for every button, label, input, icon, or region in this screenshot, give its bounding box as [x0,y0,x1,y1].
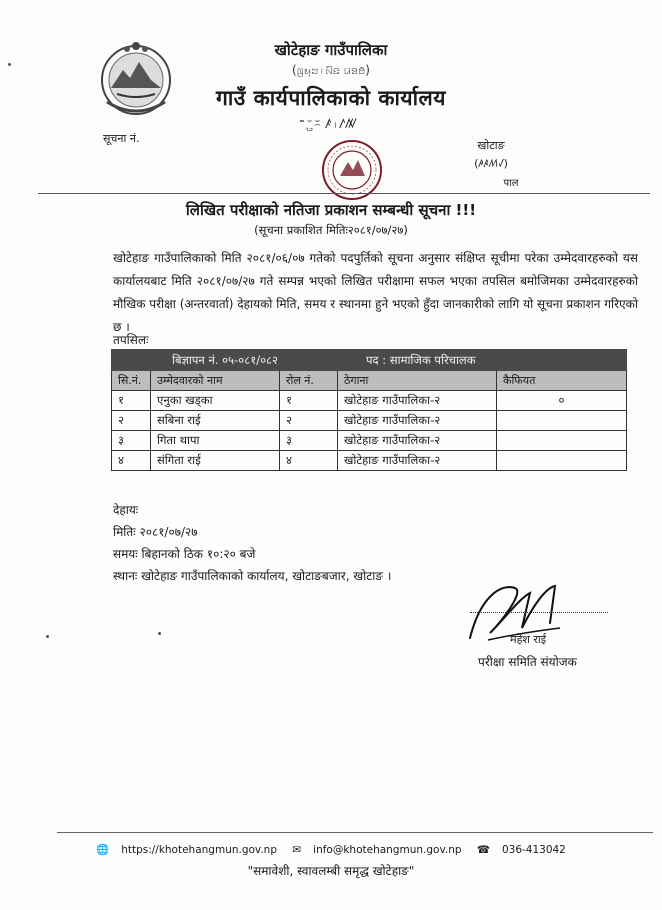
remarks-cell [497,411,627,431]
column-header: कैफियत [497,371,627,391]
district-name: खोटाङ [477,139,505,152]
table-row [112,431,627,451]
signatory-name: महेश राई [510,633,547,646]
name-cell: संगिता राई [151,451,280,471]
notice-title: लिखित परीक्षाको नतिजा प्रकाशन सम्बन्धी सूचना !!! [185,201,477,219]
district-script: (ꤳꤴꤵꤶ) [474,157,508,170]
municipality-motto: "समावेशी, स्वावलम्बी समृद्ध खोटेहाङ" [247,864,415,878]
table-row [112,411,627,431]
scan-speck [158,632,161,635]
interview-details [113,499,391,587]
table-band-row [112,350,627,371]
notice-body: खोटेहाङ गाउँपालिकाको मिति २०८१/०६/०७ गतेको पदपुर्तिको सूचना अनुसार संक्षिप्त सूचीमा परेका उम्मेदवारहरुको यस कार्यालयबाट मिति २०८१/०७/२७ गते सम्पन्न भएको लिखित परीक्षामा सफल भएका तपसिल बमोजिमका उम्मेदवारहरुको मौखिक परीक्षा (अन्तरवार्ता) देहायको मिति, समय र स्थानमा हुने भएको हुँदा जानकारीको लागि यो सूचना प्रकाशन गरिएको छ । [113,251,638,334]
address-cell: खोटेहाङ गाउँपालिका-२ [338,411,497,431]
roll-cell: ३ [280,431,338,451]
office-title: गाउँ कार्यपालिकाको कार्यालय [216,86,446,110]
name-cell: सबिना राई [151,411,280,431]
serial-cell: २ [112,411,151,431]
address-cell: खोटेहाङ गाउँपालिका-२ [338,391,497,411]
scan-speck [8,63,11,66]
advertisement-number: बिज्ञापन नं. ०५-०८१/०८२ [112,350,338,371]
post-name: पद : सामाजिक परिचालक [338,350,627,371]
roll-cell: ४ [280,451,338,471]
website-link[interactable]: https://khotehangmun.gov.np [121,844,277,856]
footer-divider [57,832,653,833]
table-header-row [112,371,627,391]
remarks-cell [497,431,627,451]
address-cell: खोटेहाङ गाउँपालिका-२ [338,451,497,471]
interview-place: स्थानः खोटेहाङ गाउँपालिकाको कार्यालय, खोटाङबजार, खोटाङ । [113,569,392,583]
candidates-table [111,349,627,471]
globe-icon: 🌐 [96,844,110,856]
column-header: रोल नं. [280,371,338,391]
province-line: पाल [503,178,519,189]
signature-line [470,612,608,613]
email-link[interactable]: info@khotehangmun.gov.np [313,844,462,856]
roll-cell: १ [280,391,338,411]
org-name: खोटेहाङ गाउँपालिका [274,41,388,59]
address-cell: खोटेहाङ गाउँपालिका-२ [338,431,497,451]
mail-icon: ✉ [292,844,302,856]
table-row [112,391,627,411]
details-label: तपसिलः [113,333,149,347]
interview-date: मितिः २०८१/०७/२७ [113,525,198,539]
signatory-role: परीक्षा समिति संयोजक [478,655,577,669]
footer-contacts [0,843,662,856]
serial-cell: ४ [112,451,151,471]
column-header: ठेगाना [338,371,497,391]
name-cell: गिता थापा [151,431,280,451]
serial-cell: ३ [112,431,151,451]
column-header: उम्मेदवारको नाम [151,371,280,391]
office-title-script: ꤨꤩ ꤪ꤫꤬꤭꤮ꤪ ꤰ꤯ꤱꤲ [305,117,357,132]
remarks-cell: ० [497,391,627,411]
name-cell: एनुका खड्का [151,391,280,411]
phone-icon: ☎ [476,844,490,856]
interview-time: समयः बिहानको ठिक १०:२० बजे [113,547,256,561]
column-header: सि.नं. [112,371,151,391]
org-name-script: (ꤜꤟꤠ꤯ꤡꤢ ꤣꤤꤥꤦꤧ) [292,63,370,77]
publication-date: (सूचना प्रकाशित मितिः२०८१/०७/२७) [254,223,408,237]
header-divider [38,193,650,194]
table-row [112,451,627,471]
serial-cell: १ [112,391,151,411]
notice-number-label: सूचना नं. [103,132,140,145]
phone-number: 036-413042 [501,844,566,856]
scan-speck [46,635,49,638]
remarks-cell [497,451,627,471]
roll-cell: २ [280,411,338,431]
details-heading: देहायः [113,503,139,517]
